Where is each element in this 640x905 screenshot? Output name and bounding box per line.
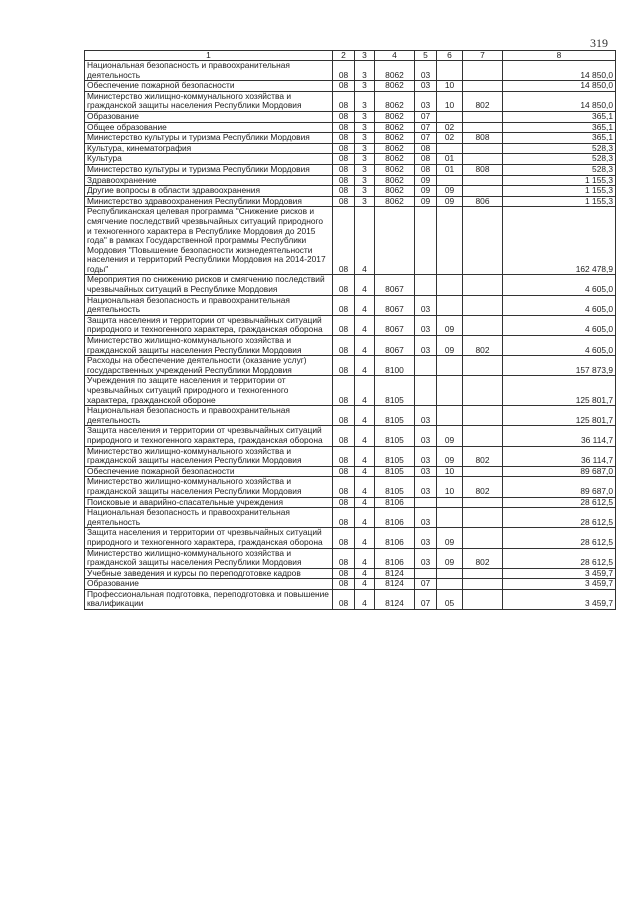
header-cell-8: 8	[503, 51, 616, 61]
row-name-cell: Национальная безопасность и правоохранительная деятельность	[85, 61, 333, 81]
row-code-cell: 3	[355, 91, 375, 111]
table-row	[85, 356, 616, 376]
table-row	[85, 295, 616, 315]
row-amount-cell: 125 801,7	[503, 406, 616, 426]
row-code-cell: 8062	[375, 111, 415, 122]
row-amount-cell: 162 478,9	[503, 207, 616, 275]
row-code-cell: 4	[355, 497, 375, 508]
row-code-cell: 8062	[375, 81, 415, 92]
row-code-cell: 08	[333, 81, 355, 92]
row-code-cell	[463, 81, 503, 92]
table-row	[85, 164, 616, 175]
row-code-cell: 09	[437, 548, 463, 568]
row-amount-cell: 36 114,7	[503, 426, 616, 446]
row-code-cell	[437, 579, 463, 590]
row-code-cell: 03	[415, 81, 437, 92]
table-row	[85, 336, 616, 356]
row-amount-cell: 3 459,7	[503, 589, 616, 609]
row-code-cell: 02	[437, 122, 463, 133]
table-row	[85, 143, 616, 154]
row-code-cell: 08	[415, 154, 437, 165]
row-code-cell	[437, 406, 463, 426]
table-row	[85, 207, 616, 275]
row-name-cell: Расходы на обеспечение деятельности (оказание услуг) государственных учреждений Республики Мордовия	[85, 356, 333, 376]
row-code-cell: 08	[333, 164, 355, 175]
row-code-cell	[463, 122, 503, 133]
row-code-cell: 09	[437, 315, 463, 335]
row-code-cell: 09	[437, 426, 463, 446]
table-row	[85, 196, 616, 207]
row-code-cell: 802	[463, 548, 503, 568]
row-amount-cell: 1 155,3	[503, 175, 616, 186]
row-amount-cell: 14 850,0	[503, 91, 616, 111]
row-name-cell: Защита населения и территории от чрезвычайных ситуаций природного и техногенного характера, гражданская оборона	[85, 315, 333, 335]
table-row	[85, 175, 616, 186]
row-code-cell: 03	[415, 548, 437, 568]
row-code-cell: 03	[415, 61, 437, 81]
table-row	[85, 61, 616, 81]
row-amount-cell: 528,3	[503, 154, 616, 165]
row-code-cell: 4	[355, 207, 375, 275]
row-code-cell: 8105	[375, 376, 415, 406]
row-amount-cell: 4 605,0	[503, 275, 616, 295]
table-row	[85, 508, 616, 528]
row-code-cell: 8067	[375, 315, 415, 335]
row-code-cell: 08	[333, 466, 355, 477]
row-code-cell: 4	[355, 508, 375, 528]
row-name-cell: Обеспечение пожарной безопасности	[85, 466, 333, 477]
row-code-cell	[437, 497, 463, 508]
row-code-cell: 08	[333, 477, 355, 497]
row-code-cell: 09	[437, 196, 463, 207]
row-code-cell: 8105	[375, 446, 415, 466]
row-name-cell: Национальная безопасность и правоохранительная деятельность	[85, 508, 333, 528]
row-code-cell: 03	[415, 406, 437, 426]
table-row	[85, 81, 616, 92]
row-code-cell: 08	[333, 207, 355, 275]
row-amount-cell: 125 801,7	[503, 376, 616, 406]
row-code-cell: 07	[415, 122, 437, 133]
row-code-cell: 03	[415, 295, 437, 315]
table-row	[85, 589, 616, 609]
row-code-cell: 08	[333, 295, 355, 315]
row-code-cell: 08	[333, 426, 355, 446]
row-code-cell	[463, 579, 503, 590]
row-name-cell: Министерство культуры и туризма Республики Мордовия	[85, 164, 333, 175]
row-name-cell: Поисковые и аварийно-спасательные учреждения	[85, 497, 333, 508]
row-amount-cell: 3 459,7	[503, 579, 616, 590]
row-code-cell: 09	[415, 196, 437, 207]
row-code-cell: 802	[463, 91, 503, 111]
row-code-cell: 09	[437, 528, 463, 548]
row-amount-cell: 28 612,5	[503, 497, 616, 508]
row-code-cell: 8105	[375, 426, 415, 446]
row-code-cell	[463, 186, 503, 197]
row-name-cell: Министерство жилищно-коммунального хозяйства и гражданской защиты населения Республики Мордовия	[85, 477, 333, 497]
row-name-cell: Учебные заведения и курсы по переподготовке кадров	[85, 568, 333, 579]
row-code-cell: 03	[415, 315, 437, 335]
row-name-cell: Министерство жилищно-коммунального хозяйства и гражданской защиты населения Республики Мордовия	[85, 336, 333, 356]
row-code-cell: 802	[463, 446, 503, 466]
row-code-cell	[463, 295, 503, 315]
row-code-cell: 08	[333, 143, 355, 154]
row-name-cell: Обеспечение пожарной безопасности	[85, 81, 333, 92]
row-name-cell: Культура	[85, 154, 333, 165]
row-code-cell: 08	[333, 497, 355, 508]
row-amount-cell: 1 155,3	[503, 196, 616, 207]
row-name-cell: Образование	[85, 579, 333, 590]
row-code-cell: 8062	[375, 122, 415, 133]
row-code-cell: 8106	[375, 497, 415, 508]
row-code-cell: 08	[333, 154, 355, 165]
header-cell-5: 5	[415, 51, 437, 61]
table-header-row	[85, 51, 616, 61]
row-name-cell: Министерство здравоохранения Республики Мордовия	[85, 196, 333, 207]
row-code-cell: 08	[333, 528, 355, 548]
row-code-cell: 8106	[375, 508, 415, 528]
row-code-cell	[463, 61, 503, 81]
row-code-cell: 4	[355, 406, 375, 426]
row-amount-cell: 528,3	[503, 143, 616, 154]
row-name-cell: Общее образование	[85, 122, 333, 133]
row-code-cell: 03	[415, 477, 437, 497]
row-code-cell: 4	[355, 477, 375, 497]
table-row	[85, 91, 616, 111]
row-code-cell: 01	[437, 164, 463, 175]
row-name-cell: Здравоохранение	[85, 175, 333, 186]
row-code-cell: 3	[355, 133, 375, 144]
row-code-cell	[415, 376, 437, 406]
row-amount-cell: 89 687,0	[503, 466, 616, 477]
row-code-cell: 08	[333, 122, 355, 133]
row-name-cell: Образование	[85, 111, 333, 122]
row-code-cell: 802	[463, 336, 503, 356]
row-code-cell: 4	[355, 568, 375, 579]
row-code-cell	[463, 466, 503, 477]
row-code-cell: 08	[415, 143, 437, 154]
row-name-cell: Республиканская целевая программа "Снижение рисков и смягчение последствий чрезвычайных ситуаций природного и техногенного характера в Республике Мордовия до 2015 года" в рамках Государственной программы Республики Мордовия "Повышение безопасности жизнедеятельности населения и территорий Республики Мордовия на 2014-2017 годы"	[85, 207, 333, 275]
row-code-cell: 03	[415, 528, 437, 548]
table-row	[85, 315, 616, 335]
row-code-cell: 3	[355, 175, 375, 186]
header-cell-7: 7	[463, 51, 503, 61]
table-row	[85, 111, 616, 122]
row-code-cell: 08	[415, 164, 437, 175]
table-row	[85, 186, 616, 197]
row-code-cell: 4	[355, 446, 375, 466]
table-row	[85, 133, 616, 144]
row-code-cell: 01	[437, 154, 463, 165]
row-code-cell: 08	[333, 175, 355, 186]
row-code-cell	[463, 376, 503, 406]
row-code-cell: 08	[333, 548, 355, 568]
row-code-cell: 03	[415, 446, 437, 466]
row-code-cell: 8062	[375, 186, 415, 197]
row-code-cell: 8062	[375, 61, 415, 81]
row-code-cell	[437, 376, 463, 406]
header-cell-4: 4	[375, 51, 415, 61]
row-code-cell: 4	[355, 356, 375, 376]
row-code-cell	[463, 426, 503, 446]
row-amount-cell: 365,1	[503, 111, 616, 122]
row-code-cell: 08	[333, 589, 355, 609]
row-code-cell: 4	[355, 528, 375, 548]
table-row	[85, 122, 616, 133]
row-code-cell: 08	[333, 406, 355, 426]
row-code-cell	[463, 406, 503, 426]
row-code-cell: 8105	[375, 477, 415, 497]
header-cell-6: 6	[437, 51, 463, 61]
row-name-cell: Защита населения и территории от чрезвычайных ситуаций природного и техногенного характера, гражданская оборона	[85, 528, 333, 548]
row-code-cell: 02	[437, 133, 463, 144]
row-name-cell: Защита населения и территории от чрезвычайных ситуаций природного и техногенного характера, гражданская оборона	[85, 426, 333, 446]
row-code-cell	[437, 568, 463, 579]
row-amount-cell: 3 459,7	[503, 568, 616, 579]
row-name-cell: Национальная безопасность и правоохранительная деятельность	[85, 295, 333, 315]
row-code-cell: 4	[355, 336, 375, 356]
row-code-cell	[437, 175, 463, 186]
budget-table	[84, 50, 616, 610]
row-amount-cell: 14 850,0	[503, 81, 616, 92]
row-name-cell: Учреждения по защите населения и территории от чрезвычайных ситуаций природного и техногенного характера, гражданской обороне	[85, 376, 333, 406]
row-code-cell	[463, 589, 503, 609]
row-name-cell: Министерство жилищно-коммунального хозяйства и гражданской защиты населения Республики Мордовия	[85, 91, 333, 111]
table-row	[85, 446, 616, 466]
row-code-cell: 10	[437, 91, 463, 111]
row-code-cell: 8105	[375, 406, 415, 426]
row-code-cell: 05	[437, 589, 463, 609]
row-code-cell: 08	[333, 568, 355, 579]
row-code-cell	[375, 207, 415, 275]
row-code-cell	[463, 508, 503, 528]
row-code-cell: 07	[415, 133, 437, 144]
row-code-cell: 4	[355, 315, 375, 335]
row-amount-cell: 36 114,7	[503, 446, 616, 466]
row-code-cell: 08	[333, 356, 355, 376]
table-row	[85, 275, 616, 295]
row-code-cell: 4	[355, 466, 375, 477]
table-row	[85, 154, 616, 165]
row-code-cell: 4	[355, 548, 375, 568]
row-code-cell	[463, 315, 503, 335]
row-code-cell: 10	[437, 81, 463, 92]
table-row	[85, 548, 616, 568]
row-code-cell: 808	[463, 133, 503, 144]
row-code-cell	[415, 568, 437, 579]
row-amount-cell: 14 850,0	[503, 61, 616, 81]
row-code-cell: 8062	[375, 154, 415, 165]
row-code-cell: 3	[355, 164, 375, 175]
row-code-cell	[415, 497, 437, 508]
row-amount-cell: 157 873,9	[503, 356, 616, 376]
row-amount-cell: 4 605,0	[503, 315, 616, 335]
table-row	[85, 497, 616, 508]
row-code-cell	[463, 154, 503, 165]
row-code-cell: 09	[437, 446, 463, 466]
row-code-cell: 07	[415, 579, 437, 590]
row-code-cell: 3	[355, 81, 375, 92]
table-row	[85, 477, 616, 497]
row-code-cell: 3	[355, 196, 375, 207]
row-code-cell: 08	[333, 579, 355, 590]
row-code-cell	[437, 356, 463, 376]
row-code-cell: 8106	[375, 528, 415, 548]
row-code-cell: 8124	[375, 589, 415, 609]
row-name-cell: Министерство жилищно-коммунального хозяйства и гражданской защиты населения Республики Мордовия	[85, 446, 333, 466]
row-code-cell: 08	[333, 508, 355, 528]
row-code-cell: 08	[333, 275, 355, 295]
row-code-cell: 8067	[375, 295, 415, 315]
row-code-cell: 8124	[375, 579, 415, 590]
header-cell-3: 3	[355, 51, 375, 61]
row-code-cell	[437, 207, 463, 275]
row-code-cell: 4	[355, 579, 375, 590]
table-row	[85, 406, 616, 426]
table-row	[85, 376, 616, 406]
row-code-cell: 08	[333, 196, 355, 207]
row-code-cell: 08	[333, 111, 355, 122]
row-code-cell: 4	[355, 275, 375, 295]
row-code-cell: 08	[333, 133, 355, 144]
table-row	[85, 528, 616, 548]
row-code-cell	[463, 275, 503, 295]
row-code-cell: 8062	[375, 133, 415, 144]
table-row	[85, 466, 616, 477]
row-amount-cell: 4 605,0	[503, 295, 616, 315]
row-code-cell	[463, 143, 503, 154]
row-code-cell: 09	[415, 186, 437, 197]
row-code-cell	[463, 207, 503, 275]
row-name-cell: Другие вопросы в области здравоохранения	[85, 186, 333, 197]
row-code-cell: 4	[355, 376, 375, 406]
row-code-cell: 3	[355, 186, 375, 197]
header-cell-1: 1	[85, 51, 333, 61]
row-amount-cell: 528,3	[503, 164, 616, 175]
row-code-cell	[437, 61, 463, 81]
page-number: 319	[590, 36, 608, 50]
row-code-cell	[463, 497, 503, 508]
row-name-cell: Мероприятия по снижению рисков и смягчению последствий чрезвычайных ситуаций в Республике Мордовия	[85, 275, 333, 295]
row-code-cell: 8062	[375, 175, 415, 186]
row-code-cell	[463, 111, 503, 122]
row-code-cell: 802	[463, 477, 503, 497]
row-code-cell	[463, 568, 503, 579]
row-name-cell: Культура, кинематография	[85, 143, 333, 154]
table-row	[85, 568, 616, 579]
row-code-cell: 4	[355, 589, 375, 609]
row-code-cell: 4	[355, 426, 375, 446]
row-code-cell: 8100	[375, 356, 415, 376]
row-code-cell: 8067	[375, 336, 415, 356]
row-code-cell: 8062	[375, 164, 415, 175]
row-code-cell: 03	[415, 508, 437, 528]
row-code-cell: 10	[437, 477, 463, 497]
row-name-cell: Министерство культуры и туризма Республики Мордовия	[85, 133, 333, 144]
row-code-cell: 4	[355, 295, 375, 315]
row-amount-cell: 365,1	[503, 133, 616, 144]
row-code-cell: 08	[333, 336, 355, 356]
row-code-cell: 03	[415, 466, 437, 477]
row-code-cell: 09	[415, 175, 437, 186]
row-code-cell: 3	[355, 122, 375, 133]
row-code-cell: 3	[355, 61, 375, 81]
row-code-cell: 07	[415, 111, 437, 122]
row-code-cell: 8062	[375, 91, 415, 111]
row-code-cell: 8124	[375, 568, 415, 579]
row-code-cell	[437, 111, 463, 122]
row-code-cell	[415, 356, 437, 376]
row-amount-cell: 28 612,5	[503, 508, 616, 528]
row-code-cell: 3	[355, 111, 375, 122]
row-code-cell	[437, 295, 463, 315]
row-name-cell: Национальная безопасность и правоохранительная деятельность	[85, 406, 333, 426]
row-code-cell	[463, 356, 503, 376]
row-code-cell: 806	[463, 196, 503, 207]
row-code-cell	[437, 508, 463, 528]
row-code-cell: 08	[333, 186, 355, 197]
row-name-cell: Профессиональная подготовка, переподготовка и повышение квалификации	[85, 589, 333, 609]
row-code-cell: 10	[437, 466, 463, 477]
table-body	[85, 61, 616, 610]
row-code-cell: 8067	[375, 275, 415, 295]
row-code-cell: 3	[355, 154, 375, 165]
row-code-cell: 08	[333, 446, 355, 466]
row-code-cell	[415, 275, 437, 295]
row-code-cell: 08	[333, 376, 355, 406]
row-code-cell: 8062	[375, 143, 415, 154]
row-amount-cell: 4 605,0	[503, 336, 616, 356]
row-code-cell	[437, 143, 463, 154]
row-code-cell: 09	[437, 336, 463, 356]
row-code-cell	[463, 175, 503, 186]
row-code-cell	[463, 528, 503, 548]
row-code-cell: 8105	[375, 466, 415, 477]
row-amount-cell: 28 612,5	[503, 528, 616, 548]
table-row	[85, 579, 616, 590]
row-code-cell: 8062	[375, 196, 415, 207]
row-code-cell	[437, 275, 463, 295]
row-amount-cell: 28 612,5	[503, 548, 616, 568]
row-code-cell: 8106	[375, 548, 415, 568]
header-cell-2: 2	[333, 51, 355, 61]
table-row	[85, 426, 616, 446]
row-code-cell: 03	[415, 426, 437, 446]
row-amount-cell: 1 155,3	[503, 186, 616, 197]
row-amount-cell: 365,1	[503, 122, 616, 133]
row-code-cell: 03	[415, 336, 437, 356]
row-amount-cell: 89 687,0	[503, 477, 616, 497]
row-code-cell: 3	[355, 143, 375, 154]
row-code-cell: 09	[437, 186, 463, 197]
row-code-cell: 03	[415, 91, 437, 111]
row-code-cell: 08	[333, 61, 355, 81]
row-code-cell: 07	[415, 589, 437, 609]
row-name-cell: Министерство жилищно-коммунального хозяйства и гражданской защиты населения Республики Мордовия	[85, 548, 333, 568]
row-code-cell: 08	[333, 315, 355, 335]
row-code-cell	[415, 207, 437, 275]
row-code-cell: 808	[463, 164, 503, 175]
row-code-cell: 08	[333, 91, 355, 111]
